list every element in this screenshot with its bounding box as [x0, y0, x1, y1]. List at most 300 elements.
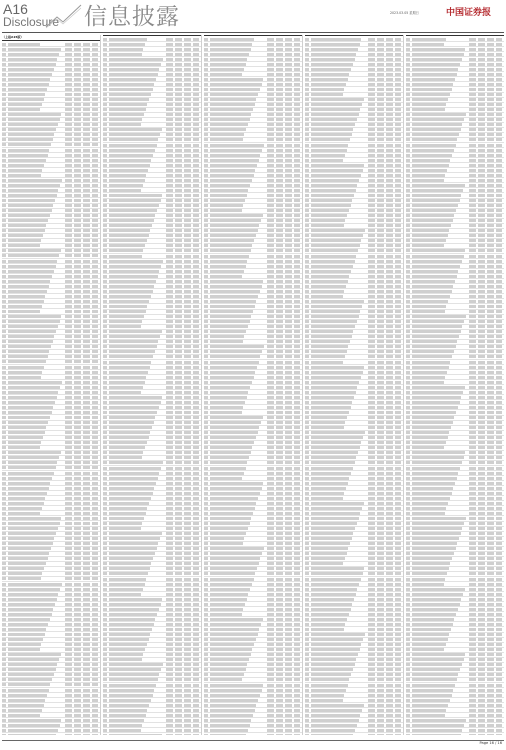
text-placeholder — [184, 280, 191, 283]
text-placeholder — [175, 482, 182, 485]
text-placeholder — [285, 48, 292, 51]
text-placeholder — [74, 593, 81, 596]
table-cell — [109, 517, 166, 520]
text-placeholder — [193, 567, 200, 570]
text-placeholder — [166, 68, 173, 71]
text-placeholder — [193, 684, 200, 687]
text-placeholder — [8, 466, 55, 469]
text-placeholder — [184, 350, 191, 353]
table-cell — [276, 204, 285, 207]
text-placeholder — [204, 249, 208, 252]
text-placeholder — [276, 204, 283, 207]
table-cell — [83, 487, 92, 490]
text-placeholder — [65, 542, 72, 545]
table-cell — [193, 583, 201, 586]
table-cell — [83, 527, 92, 530]
text-placeholder — [2, 583, 6, 586]
table-cell — [74, 446, 83, 449]
text-placeholder — [175, 88, 182, 91]
text-placeholder — [74, 93, 81, 96]
table-cell — [92, 456, 100, 459]
table-cell — [92, 502, 100, 505]
text-placeholder — [175, 613, 182, 616]
table-cell — [210, 68, 267, 71]
table-cell — [92, 149, 100, 152]
table-cell — [184, 361, 193, 364]
text-placeholder — [103, 78, 107, 81]
text-placeholder — [2, 138, 6, 141]
table-cell — [166, 714, 175, 717]
text-placeholder — [109, 249, 143, 252]
text-placeholder — [2, 214, 6, 217]
text-placeholder — [193, 446, 200, 449]
table-cell — [175, 502, 184, 505]
table-cell — [92, 355, 100, 358]
table-cell — [184, 704, 193, 707]
table-cell — [184, 330, 193, 333]
table-cell — [184, 734, 193, 735]
table-cell — [175, 557, 184, 560]
text-placeholder — [8, 527, 57, 530]
table-cell — [193, 149, 201, 152]
table-cell — [175, 118, 184, 121]
table-cell — [267, 103, 276, 106]
table-cell — [109, 234, 166, 237]
table-cell — [65, 360, 74, 363]
table-cell — [193, 618, 201, 621]
text-placeholder — [193, 643, 200, 646]
table-cell — [193, 461, 201, 464]
table-cell — [175, 265, 184, 268]
table-cell — [83, 320, 92, 323]
text-placeholder — [92, 63, 99, 66]
table-cell — [184, 239, 193, 242]
table-cell — [92, 557, 100, 560]
text-placeholder — [83, 532, 90, 535]
text-placeholder — [74, 143, 81, 146]
text-placeholder — [267, 88, 274, 91]
table-cell — [193, 391, 201, 394]
table-cell — [109, 719, 166, 722]
text-placeholder — [83, 714, 90, 717]
table-cell — [285, 229, 294, 232]
text-placeholder — [74, 583, 81, 586]
text-placeholder — [267, 53, 274, 56]
table-cell — [83, 63, 92, 66]
table-cell — [210, 128, 267, 131]
table-cell — [8, 214, 65, 217]
text-placeholder — [103, 285, 107, 288]
text-placeholder — [184, 144, 191, 147]
table-cell — [175, 249, 184, 252]
table-cell — [193, 300, 201, 303]
text-placeholder — [103, 633, 107, 636]
table-cell — [285, 103, 294, 106]
table-cell — [193, 93, 201, 96]
text-placeholder — [103, 517, 107, 520]
table-cell — [109, 618, 166, 621]
table-cell — [184, 108, 193, 111]
text-placeholder — [92, 93, 99, 96]
text-placeholder — [109, 154, 153, 157]
table-cell — [74, 522, 83, 525]
table-cell — [267, 133, 276, 136]
text-placeholder — [65, 199, 72, 202]
table-cell — [74, 734, 83, 735]
table-cell — [8, 396, 65, 399]
text-placeholder — [65, 648, 72, 651]
table-cell — [285, 88, 294, 91]
text-placeholder — [193, 562, 200, 565]
text-placeholder — [276, 144, 283, 147]
text-placeholder — [294, 234, 301, 237]
text-placeholder — [103, 280, 107, 283]
text-placeholder — [83, 366, 90, 369]
text-placeholder — [267, 123, 274, 126]
table-cell — [74, 330, 83, 333]
table-cell — [92, 507, 100, 510]
text-placeholder — [74, 98, 81, 101]
text-placeholder — [294, 204, 301, 207]
text-placeholder — [204, 93, 208, 96]
text-placeholder — [267, 73, 274, 76]
text-placeholder — [285, 38, 292, 41]
table-cell — [285, 133, 294, 136]
text-placeholder — [193, 724, 200, 727]
table-cell — [184, 588, 193, 591]
table-cell — [193, 386, 201, 389]
text-placeholder — [65, 381, 72, 384]
text-placeholder — [83, 557, 90, 560]
table-cell — [65, 729, 74, 732]
text-placeholder — [193, 532, 200, 535]
table-cell — [92, 477, 100, 480]
table-cell — [166, 416, 175, 419]
table-cell — [92, 88, 100, 91]
text-placeholder — [204, 204, 208, 207]
text-placeholder — [103, 138, 107, 141]
table-cell — [74, 714, 83, 717]
table-cell — [8, 441, 65, 444]
text-placeholder — [74, 381, 81, 384]
table-cell — [276, 118, 285, 121]
table-cell — [83, 159, 92, 162]
text-placeholder — [2, 492, 6, 495]
table-cell — [175, 684, 184, 687]
table-cell — [166, 552, 175, 555]
table-cell — [109, 401, 166, 404]
table-cell — [184, 684, 193, 687]
table-cell — [65, 527, 74, 530]
text-placeholder — [204, 214, 208, 217]
table-cell — [65, 58, 74, 61]
text-placeholder — [175, 537, 182, 540]
text-placeholder — [204, 219, 208, 222]
table-cell — [267, 209, 276, 212]
text-placeholder — [65, 310, 72, 313]
table-cell — [8, 512, 65, 515]
text-placeholder — [193, 451, 200, 454]
table-cell — [184, 179, 193, 182]
table-cell — [74, 689, 83, 692]
text-placeholder — [103, 325, 107, 328]
table-cell — [83, 608, 92, 611]
text-placeholder — [294, 184, 301, 187]
table-cell — [8, 229, 65, 232]
text-placeholder — [294, 169, 301, 172]
text-placeholder — [74, 244, 81, 247]
text-placeholder — [74, 517, 81, 520]
text-placeholder — [175, 406, 182, 409]
text-placeholder — [65, 537, 72, 540]
table-cell — [83, 461, 92, 464]
text-placeholder — [103, 557, 107, 560]
table-cell — [294, 73, 302, 76]
table-cell — [92, 209, 100, 212]
text-placeholder — [166, 643, 173, 646]
text-placeholder — [184, 244, 191, 247]
table-cell — [8, 154, 65, 157]
text-placeholder — [175, 623, 182, 626]
text-placeholder — [92, 310, 99, 313]
table-cell — [74, 451, 83, 454]
table-cell — [92, 492, 100, 495]
table-cell — [210, 88, 267, 91]
text-placeholder — [65, 678, 72, 681]
table-cell — [74, 113, 83, 116]
text-placeholder — [83, 461, 90, 464]
table-cell — [166, 244, 175, 247]
text-placeholder — [166, 265, 173, 268]
text-placeholder — [193, 411, 200, 414]
table-cell — [175, 381, 184, 384]
table-cell — [92, 386, 100, 389]
table-cell — [193, 381, 201, 384]
text-placeholder — [103, 542, 107, 545]
text-placeholder — [83, 330, 90, 333]
text-placeholder — [175, 325, 182, 328]
table-cell — [8, 683, 65, 686]
text-placeholder — [83, 345, 90, 348]
table-cell — [193, 58, 201, 61]
table-cell — [109, 643, 166, 646]
text-placeholder — [204, 144, 208, 147]
table-cell — [8, 325, 65, 328]
table-cell — [83, 164, 92, 167]
text-placeholder — [184, 103, 191, 106]
text-placeholder — [204, 53, 208, 56]
table-cell — [92, 154, 100, 157]
text-placeholder — [210, 138, 242, 141]
table-cell — [184, 522, 193, 525]
text-placeholder — [193, 613, 200, 616]
table-cell — [184, 169, 193, 172]
table-cell — [83, 73, 92, 76]
text-placeholder — [65, 184, 72, 187]
text-placeholder — [2, 128, 6, 131]
table-cell — [175, 628, 184, 631]
text-placeholder — [2, 542, 6, 545]
text-placeholder — [184, 638, 191, 641]
table-cell — [166, 547, 175, 550]
text-placeholder — [175, 502, 182, 505]
text-placeholder — [175, 719, 182, 722]
text-placeholder — [83, 572, 90, 575]
text-placeholder — [109, 613, 157, 616]
text-placeholder — [83, 709, 90, 712]
text-placeholder — [184, 618, 191, 621]
text-placeholder — [109, 169, 148, 172]
text-placeholder — [175, 648, 182, 651]
text-placeholder — [92, 123, 99, 126]
text-placeholder — [65, 103, 72, 106]
text-placeholder — [92, 295, 99, 298]
text-placeholder — [184, 260, 191, 263]
table-cell — [166, 598, 175, 601]
text-placeholder — [294, 244, 301, 247]
text-placeholder — [65, 456, 72, 459]
text-placeholder — [74, 300, 81, 303]
text-placeholder — [2, 325, 6, 328]
text-placeholder — [92, 406, 99, 409]
text-placeholder — [92, 542, 99, 545]
table-cell — [184, 689, 193, 692]
text-placeholder — [2, 315, 6, 318]
text-placeholder — [103, 684, 107, 687]
text-placeholder — [193, 401, 200, 404]
table-cell — [109, 224, 166, 227]
table-cell — [166, 729, 175, 732]
text-placeholder — [8, 567, 44, 570]
text-placeholder — [166, 588, 173, 591]
table-cell — [65, 53, 74, 56]
table-cell — [109, 497, 166, 500]
table-cell — [175, 391, 184, 394]
text-placeholder — [103, 345, 107, 348]
table-cell — [65, 678, 74, 681]
text-placeholder — [193, 361, 200, 364]
table-cell — [74, 507, 83, 510]
text-placeholder — [184, 689, 191, 692]
table-cell — [294, 113, 302, 116]
text-placeholder — [184, 179, 191, 182]
table-cell — [285, 68, 294, 71]
text-placeholder — [166, 598, 173, 601]
table-cell — [193, 517, 201, 520]
text-placeholder — [103, 694, 107, 697]
text-placeholder — [8, 265, 55, 268]
text-placeholder — [83, 537, 90, 540]
text-placeholder — [65, 270, 72, 273]
table-cell — [92, 734, 100, 735]
table-cell — [285, 48, 294, 51]
table-cell — [175, 497, 184, 500]
text-placeholder — [193, 48, 200, 51]
table-cell — [74, 487, 83, 490]
table-cell — [166, 628, 175, 631]
table-cell — [8, 366, 65, 369]
table-cell — [210, 113, 267, 116]
table-cell — [175, 83, 184, 86]
text-placeholder — [65, 729, 72, 732]
text-placeholder — [193, 603, 200, 606]
table-cell — [267, 149, 276, 152]
table-cell — [74, 593, 83, 596]
text-placeholder — [109, 285, 154, 288]
table-cell — [8, 477, 65, 480]
table-cell — [166, 421, 175, 424]
table-cell — [285, 93, 294, 96]
text-placeholder — [92, 143, 99, 146]
text-placeholder — [193, 93, 200, 96]
text-placeholder — [92, 512, 99, 515]
text-placeholder — [184, 572, 191, 575]
text-placeholder — [8, 143, 51, 146]
table-cell — [8, 381, 65, 384]
text-placeholder — [2, 507, 6, 510]
table-cell — [193, 709, 201, 712]
text-placeholder — [74, 572, 81, 575]
table-cell — [92, 613, 100, 616]
text-placeholder — [8, 663, 57, 666]
table-cell — [294, 53, 302, 56]
table-cell — [65, 603, 74, 606]
text-placeholder — [193, 704, 200, 707]
text-placeholder — [193, 38, 200, 41]
text-placeholder — [74, 164, 81, 167]
table-cell — [83, 542, 92, 545]
table-cell — [92, 416, 100, 419]
text-placeholder — [175, 461, 182, 464]
text-placeholder — [83, 593, 90, 596]
text-placeholder — [109, 487, 154, 490]
table-cell — [65, 638, 74, 641]
text-placeholder — [103, 507, 107, 510]
text-placeholder — [8, 547, 51, 550]
text-placeholder — [92, 371, 99, 374]
table-cell — [166, 123, 175, 126]
text-placeholder — [184, 472, 191, 475]
text-placeholder — [92, 446, 99, 449]
text-placeholder — [103, 361, 107, 364]
text-placeholder — [2, 295, 6, 298]
table-cell — [109, 169, 166, 172]
table-cell — [184, 48, 193, 51]
text-placeholder — [92, 638, 99, 641]
text-placeholder — [65, 209, 72, 212]
text-placeholder — [92, 78, 99, 81]
text-placeholder — [109, 572, 148, 575]
text-placeholder — [166, 421, 173, 424]
text-placeholder — [294, 43, 301, 46]
table-cell — [74, 128, 83, 131]
text-placeholder — [2, 335, 6, 338]
table-cell — [109, 446, 166, 449]
text-placeholder — [83, 562, 90, 565]
text-placeholder — [109, 552, 154, 555]
table-cell — [83, 567, 92, 570]
text-placeholder — [175, 138, 182, 141]
table-cell — [166, 603, 175, 606]
table-cell — [8, 482, 65, 485]
text-placeholder — [65, 406, 72, 409]
text-placeholder — [103, 350, 107, 353]
text-placeholder — [65, 154, 72, 157]
text-placeholder — [184, 38, 191, 41]
table-cell — [175, 709, 184, 712]
text-placeholder — [184, 214, 191, 217]
text-placeholder — [92, 179, 99, 182]
